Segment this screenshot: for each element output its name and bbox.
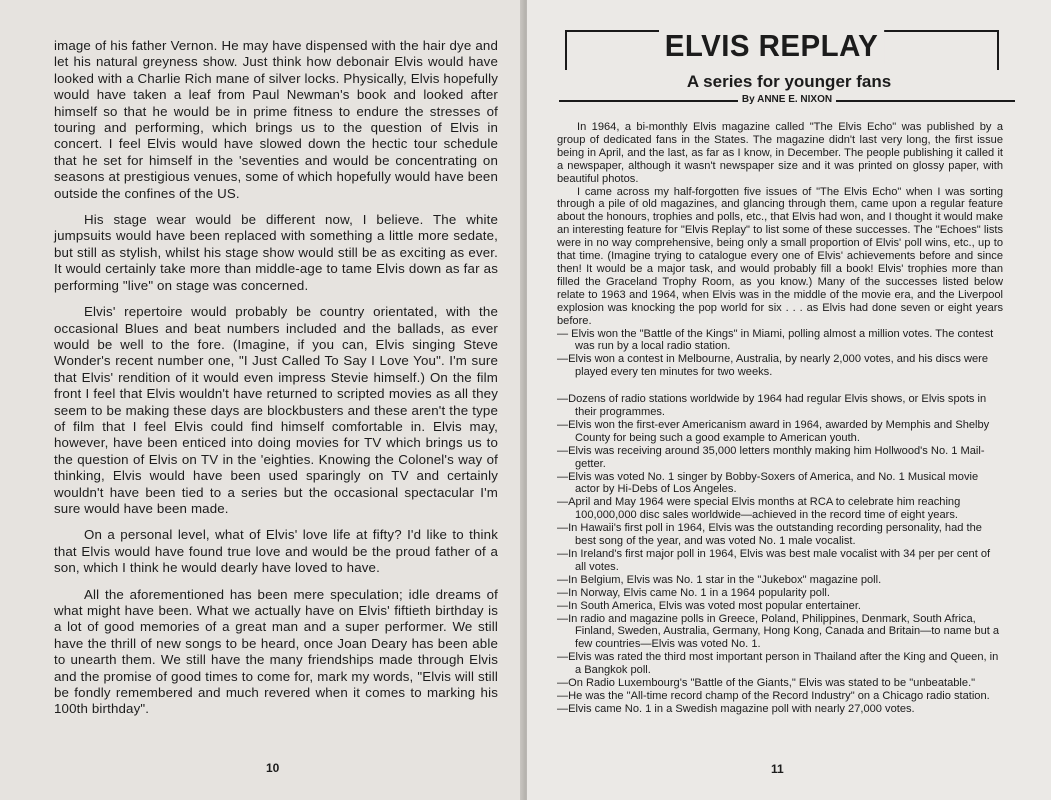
subtitle: A series for younger fans [686,72,892,91]
right-page [527,0,1051,800]
list-item: —Elvis was voted No. 1 singer by Bobby-Soxers of America, and No. 1 Musical movie actor by Hi-Debs of Los Angeles. [557,470,979,496]
byline-text: By ANNE E. NIXON [741,94,833,105]
intro-paragraph: I came across my half-forgotten five issues of "The Elvis Echo" when I was sorting through a pile of old magazines, and glancing through them, came upon a regular feature about the honours, trophies and polls, etc., that Elvis had won, and I thought it would make an interesting feature for "Elvis Replay" to list some of these successes. The "Echoes" lists were in no way comprehensive, being only a small proportion of Elvis' poll wins, etc., up to that time. (Imagine trying to catalogue every one of Elvis' achievements before and since then! It would be a major task, and would probably fill a book! Elvis' trophies more than filled the Graceland Trophy Room, as you know.) Many of the successes listed below relate to 1963 and 1964, when Elvis was in the middle of the movie era, and the Liverpool explosion was knocking the pop world for six . . . as Elvis had done seven or eight years before. [557,185,1003,327]
article-paragraph: On a personal level, what of Elvis' love life at fifty? I'd like to think that Elvis would have found true love and would be the proud father of a son, which I think he would dearly have loved to have. [54,527,498,576]
list-item: —Elvis was receiving around 35,000 letters monthly making him Hollwood's No. 1 Mail-getter. [557,444,985,470]
title-frame [565,30,999,70]
article-paragraph: His stage wear would be different now, I believe. The white jumpsuits would have been replaced with something a little more sedate, but still as stylish, whilst his stage show would still be as exciting as ever. It would certainly take more than middle-age to tame Elvis down as far as performing "live" on stage was concerned. [54,212,498,293]
achievements-list [557,328,1003,716]
list-item: —In Hawaii's first poll in 1964, Elvis was the outstanding recording personality, had the best song of the year, and was voted No. 1 male vocalist. [557,522,982,548]
byline [559,94,1015,105]
list-item: — Elvis won the "Battle of the Kings" in Miami, polling almost a million votes. The contest was run by a local radio station. [557,327,994,353]
article-paragraph: All the aforementioned has been mere speculation; idle dreams of what might have been. What we actually have on Elvis' fiftieth birthday is a lot of good memories of a great man and a super performer. We still have the thrill of new songs to be heard, once Joan Deary has been able to unearth them. We still have the many friendships made through Elvis and the promise of good times to come for, mark my words, "Elvis will still be fondly remembered and much revered when it comes to marking his 100th birthday". [54,586,498,717]
article-paragraph: image of his father Vernon. He may have dispensed with the hair dye and let his natural greyness show. Just think how debonair Elvis would have looked with a Charlie Rich mane of silver locks. Physically, Elvis hopefully would have taken a leaf from Paul Newman's book and looked after himself so that he would be in prime fitness to endure the stresses of touring and performing, which brings us to the question of Elvis in concert. I feel Elvis would have slowed down the hectic tour schedule that he set for himself in the 'seventies and would be concentrating on seasons at prestigious venues, some of which hopefully would have been outside the confines of the US. [54,38,498,201]
list-item: —In radio and magazine polls in Greece, Poland, Philippines, Denmark, South Africa, Finland, Sweden, Australia, Germany, Hong Kong, Canada and Britain—to name but a few countries—Elvis was voted No. 1. [557,612,1000,651]
page-number-right: 11 [771,762,784,776]
list-item: —In Ireland's first major poll in 1964, Elvis was best male vocalist with 34 per per cent of all votes. [557,548,991,573]
list-item: —On Radio Luxembourg's "Battle of the Giants," Elvis was stated to be "unbeatable." [557,677,976,690]
list-item: —Dozens of radio stations worldwide by 1964 had regular Elvis shows, or Elvis spots in their programmes. [557,393,987,419]
list-item: —He was the "All-time record champ of the Record Industry" on a Chicago radio station. [557,689,990,702]
byline-rule-left [559,100,738,102]
left-page-article [54,38,498,728]
page-title: ELVIS REPLAY [659,28,884,64]
list-item: —Elvis was rated the third most important person in Thailand after the King and Queen, in a Bangkok poll. [557,651,999,677]
byline-rule-right [836,100,1015,102]
list-item: —In South America, Elvis was voted most popular entertainer. [557,599,861,612]
article-paragraph: Elvis' repertoire would probably be country orientated, with the occasional Blues and beat numbers included and the ballads, as ever would be well to the fore. (Imagine, if you can, Elvis singing Steve Wonder's recent number one, "I Just Called To Say I Love You". I'm sure that Elvis' rendition of it would even impress Stevie himself.) On the film front I feel that Elvis wouldn't have returned to scripted movies as all they seem to be making these days are blockbusters and these aren't the type of film that I feel Elvis could find himself comfortable in. Elvis may, however, have been enticed into doing movies for TV which brings us to the question of Elvis on TV in the 'eighties. Knowing the Colonel's way of thinking, Elvis would have been used sparingly on TV and certainly wouldn't have been tied to a series but the occasional spectacular I'm sure would have been made. [54,304,498,516]
list-item: —Elvis came No. 1 in a Swedish magazine poll with nearly 27,000 votes. [557,702,915,715]
list-item: —In Belgium, Elvis was No. 1 star in the "Jukebox" magazine poll. [557,573,882,586]
left-page [0,0,524,800]
list-item: —In Norway, Elvis came No. 1 in a 1964 popularity poll. [557,586,830,599]
page-number-left: 10 [266,761,280,775]
intro-paragraph: In 1964, a bi-monthly Elvis magazine called "The Elvis Echo" was published by a group of dedicated fans in the States. The magazine didn't last very long, the first issue being in April, and the last, as far as I know, in December. The people publishing it called it a newspaper, although it wasn't newspaper size and it was printed on glossy paper, with beautiful photos. [557,121,1003,185]
list-item: —April and May 1964 were special Elvis months at RCA to celebrate him reaching 100,000,000 disc sales worldwide—achieved in the record time of eight years. [557,496,961,522]
list-item: —Elvis won a contest in Melbourne, Australia, by nearly 2,000 votes, and his discs were played every ten minutes for two weeks. [557,353,989,379]
list-item: —Elvis won the first-ever Americanism award in 1964, awarded by Memphis and Shelby County for being such a good example to American youth. [557,418,990,444]
right-page-article [557,121,1003,716]
